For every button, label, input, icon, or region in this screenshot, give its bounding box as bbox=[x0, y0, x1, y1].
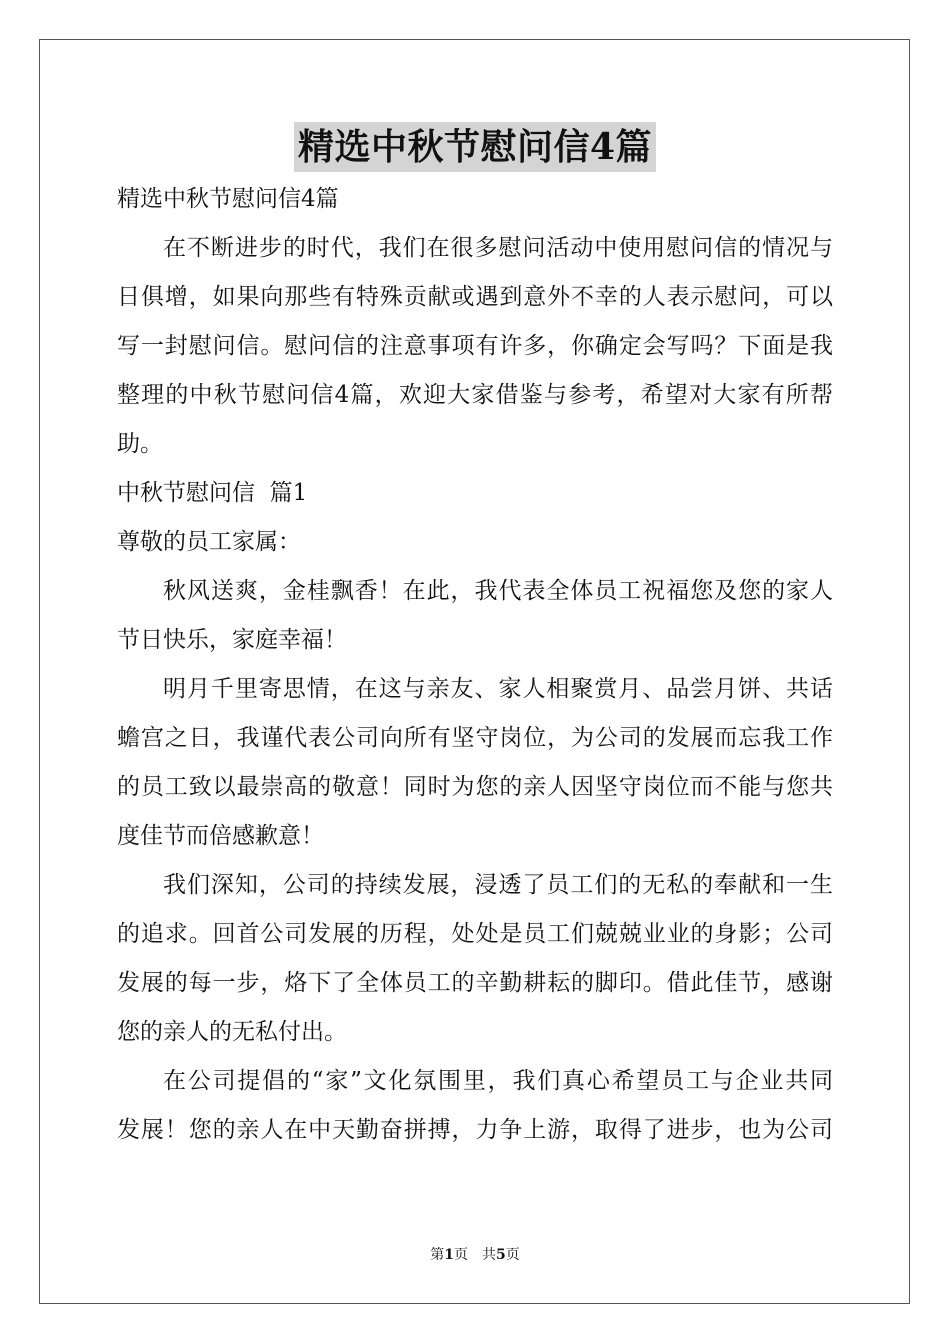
paragraph-3 bbox=[117, 861, 833, 1057]
paragraph-1 bbox=[117, 567, 833, 665]
section-heading: 中秋节慰问信 篇1 bbox=[117, 480, 308, 506]
footer-mid: 页 共 bbox=[454, 1247, 496, 1263]
document-title: 精选中秋节慰问信4篇 bbox=[294, 122, 656, 172]
paragraph-4 bbox=[117, 1057, 833, 1155]
page-footer bbox=[0, 1244, 950, 1264]
document-body bbox=[117, 175, 833, 1155]
text-line: 蟾宫之日，我谨代表公司向所有坚守岗位，为公司的发展而忘我工作 bbox=[117, 725, 833, 751]
text-line: 发展的每一步，烙下了全体员工的辛勤耕耘的脚印。借此佳节，感谢 bbox=[117, 970, 833, 996]
text-line: 在不断进步的时代，我们在很多慰问活动中使用慰问信的情况与 bbox=[163, 235, 833, 261]
text-line: 秋风送爽，金桂飘香！在此，我代表全体员工祝福您及您的家人 bbox=[163, 578, 833, 604]
salutation: 尊敬的员工家属： bbox=[117, 529, 301, 555]
text-line: 在公司提倡的“家”文化氛围里，我们真心希望员工与企业共同 bbox=[163, 1068, 833, 1094]
current-page-number: 1 bbox=[444, 1247, 454, 1263]
text-line: 度佳节而倍感歉意！ bbox=[117, 823, 324, 849]
text-line: 写一封慰问信。慰问信的注意事项有许多，你确定会写吗？下面是我 bbox=[117, 333, 833, 359]
subtitle: 精选中秋节慰问信4篇 bbox=[117, 186, 339, 212]
intro-paragraph bbox=[117, 224, 833, 469]
text-line: 的员工致以最崇高的敬意！同时为您的亲人因坚守岗位而不能与您共 bbox=[117, 774, 833, 800]
text-line: 的追求。回首公司发展的历程，处处是员工们兢兢业业的身影；公司 bbox=[117, 921, 833, 947]
text-line: 明月千里寄思情，在这与亲友、家人相聚赏月、品尝月饼、共话 bbox=[163, 676, 833, 702]
text-line: 节日快乐，家庭幸福！ bbox=[117, 627, 347, 653]
paragraph-2 bbox=[117, 665, 833, 861]
text-line: 您的亲人的无私付出。 bbox=[117, 1019, 347, 1045]
text-line: 整理的中秋节慰问信4篇，欢迎大家借鉴与参考，希望对大家有所帮 bbox=[117, 382, 833, 408]
total-page-count: 5 bbox=[496, 1247, 506, 1263]
text-line: 日俱增，如果向那些有特殊贡献或遇到意外不幸的人表示慰问，可以 bbox=[117, 284, 833, 310]
text-line: 我们深知，公司的持续发展，浸透了员工们的无私的奉献和一生 bbox=[163, 872, 833, 898]
footer-prefix: 第 bbox=[430, 1247, 445, 1263]
text-line: 助。 bbox=[117, 431, 163, 457]
title-container bbox=[0, 122, 950, 172]
text-line: 发展！您的亲人在中天勤奋拼搏，力争上游，取得了进步，也为公司 bbox=[117, 1117, 833, 1143]
footer-suffix: 页 bbox=[505, 1247, 520, 1263]
